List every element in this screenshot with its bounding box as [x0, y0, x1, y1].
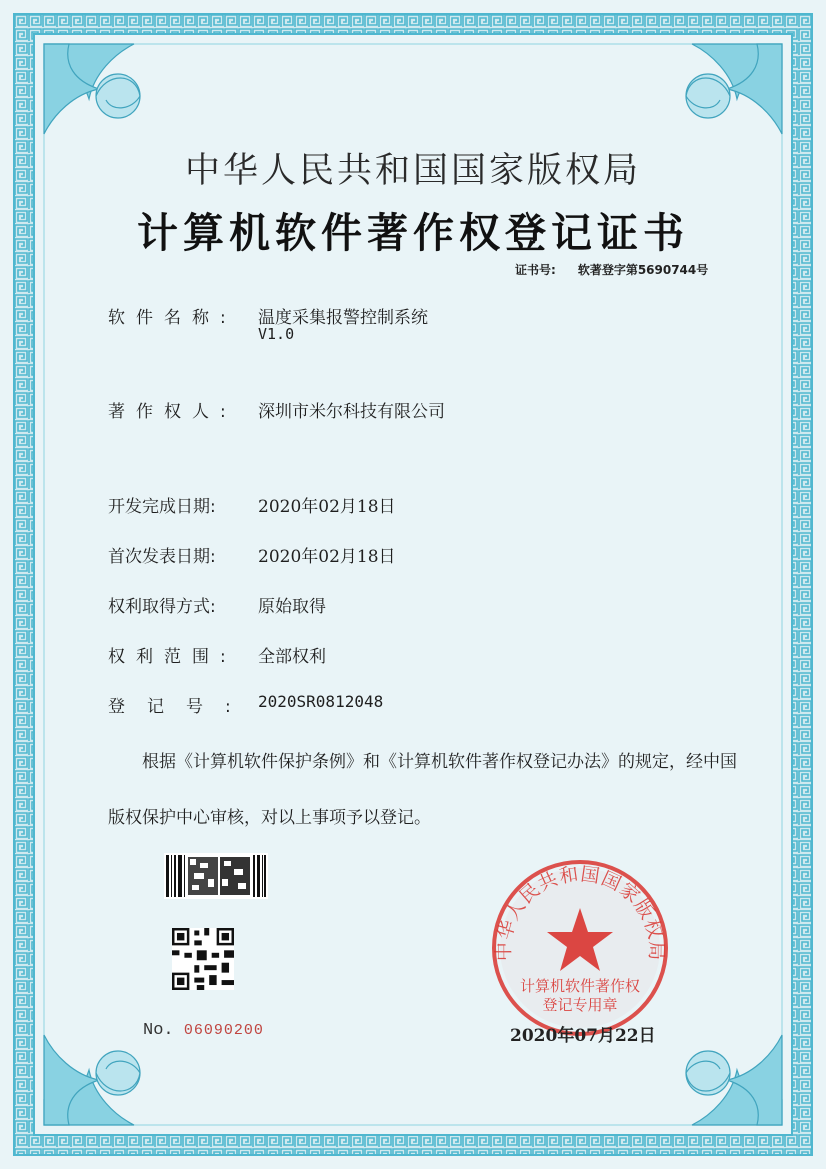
pub-date-value: 2020年02月18日 [258, 547, 396, 567]
certificate-number-value: 软著登字第5690744号 [577, 263, 709, 277]
software-version-value: V1.0 [258, 325, 295, 343]
acquisition-label: 权利取得方式: [108, 597, 216, 617]
certificate-title: 计算机软件著作权登记证书 [137, 209, 689, 257]
scope-label: 权利范围: [108, 647, 237, 667]
owner-row [108, 397, 445, 422]
acquisition-value: 原始取得 [258, 597, 326, 617]
svg-text:中华人民共和国国家版权局: 中华人民共和国国家版权局 [492, 863, 668, 962]
owner-value: 深圳市米尔科技有限公司 [258, 402, 445, 422]
barcode-icon [164, 853, 268, 899]
issue-date: 2020年07月22日 [510, 1026, 656, 1046]
serial-prefix: No. [143, 1021, 174, 1040]
official-seal-icon [488, 856, 672, 1040]
certificate-number [515, 261, 708, 278]
pub-date-row [108, 542, 396, 567]
software-name-row [108, 303, 428, 343]
registration-value: 2020SR0812048 [258, 692, 384, 711]
certification-statement: 根据《计算机软件保护条例》和《计算机软件著作权登记办法》的规定，经中国版权保护中心审核，对以上事项予以登记。 [108, 752, 737, 828]
software-name-value: 温度采集报警控制系统 [258, 308, 428, 328]
registration-label: 登记号: [108, 697, 253, 717]
registration-row [108, 692, 384, 717]
qr-code-icon [172, 928, 234, 990]
dev-date-label: 开发完成日期: [108, 497, 216, 517]
owner-label: 著作权人: [108, 402, 237, 422]
scope-row [108, 642, 326, 667]
dev-date-row [108, 492, 396, 517]
scope-value: 全部权利 [258, 647, 326, 667]
software-name-label: 软件名称: [108, 308, 237, 328]
certificate-number-label: 证书号: [515, 263, 556, 277]
issuer-heading: 中华人民共和国国家版权局 [184, 151, 641, 191]
serial-number [143, 1021, 264, 1040]
svg-text:计算机软件著作权: 计算机软件著作权 [519, 977, 641, 995]
acquisition-row [108, 592, 326, 617]
pub-date-label: 首次发表日期: [108, 547, 216, 567]
svg-text:登记专用章: 登记专用章 [542, 996, 618, 1014]
serial-value: 06090200 [183, 1022, 264, 1039]
dev-date-value: 2020年02月18日 [258, 497, 396, 517]
